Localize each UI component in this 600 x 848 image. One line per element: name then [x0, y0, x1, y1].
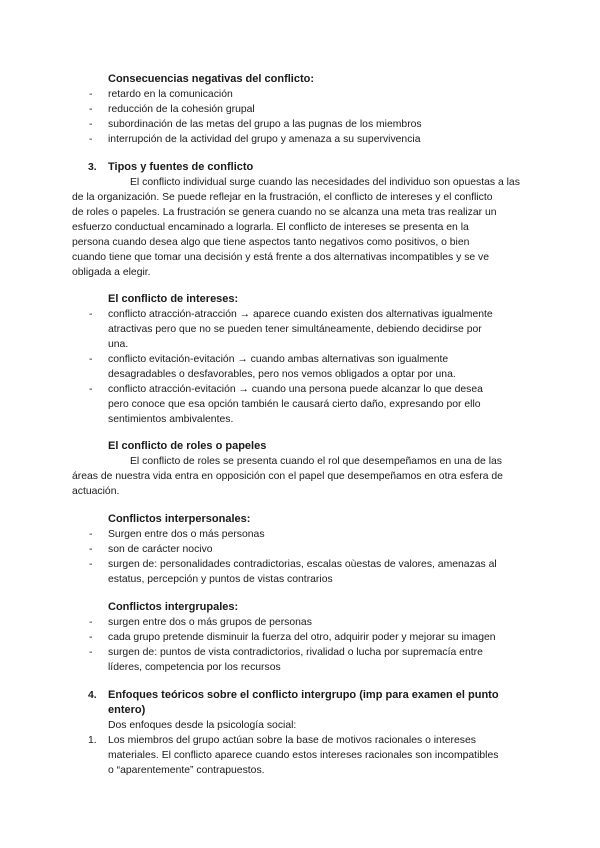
section-4-heading-continuation: entero) — [108, 704, 146, 716]
bullet-dash: - — [89, 354, 93, 365]
numbered-item-number: 1. — [88, 735, 97, 746]
list-item-continuation: pero conoce que esa opción también le causará cierto daño, expresando por ello — [108, 399, 481, 410]
list-item: Surgen entre dos o más personas — [108, 529, 265, 540]
roles-heading: El conflicto de roles o papeles — [108, 440, 267, 452]
section-number: 3. — [88, 162, 97, 173]
paragraph-line: de roles o papeles. La frustración se genera cuando no se alcanza una meta tras realizar un — [72, 207, 497, 218]
interpersonales-heading: Conflictos interpersonales: — [108, 513, 251, 525]
bullet-dash: - — [89, 384, 93, 395]
numbered-item-line: Los miembros del grupo actúan sobre la base de motivos racionales o intereses — [108, 735, 476, 746]
list-item: conflicto evitación-evitación → cuando ambas alternativas son igualmente — [108, 354, 449, 365]
paragraph-line: persona cuando desea algo que tiene aspectos tanto negativos como positivos, o bien — [72, 237, 470, 248]
paragraph-line: actuación. — [72, 486, 120, 497]
bullet-dash: - — [89, 559, 93, 570]
list-item: conflicto atracción-atracción → aparece cuando existen dos alternativas igualmente — [108, 309, 493, 320]
list-item-continuation: líderes, competencia por los recursos — [108, 662, 281, 673]
consecuencias-heading: Consecuencias negativas del conflicto: — [108, 73, 315, 85]
intergrupales-heading: Conflictos intergrupales: — [108, 601, 239, 613]
bullet-dash: - — [89, 119, 93, 130]
bullet-dash: - — [89, 647, 93, 658]
list-item-continuation: desagradables o desfavorables, pero nos vemos obligados a optar por una. — [108, 369, 456, 380]
paragraph-line: esfuerzo conductual encaminado a lograrla. El conflicto de intereses se presenta en la — [72, 222, 469, 233]
list-item-continuation: estatus, percepción y puntos de vistas contrarios — [108, 574, 333, 585]
paragraph-line: de la organización. Se puede reflejar en la frustración, el conflicto de intereses y el conflicto — [72, 192, 493, 203]
paragraph-line: obligada a elegir. — [72, 267, 151, 278]
list-item: reducción de la cohesión grupal — [108, 104, 255, 115]
paragraph-line: El conflicto de roles se presenta cuando el rol que desempeñamos en una de las — [130, 456, 502, 467]
list-item-continuation: sentimientos ambivalentes. — [108, 414, 234, 425]
paragraph-line: cuando tiene que tomar una decisión y está frente a dos alternativas incompatibles y se ve — [72, 252, 490, 263]
list-item: surgen entre dos o más grupos de personas — [108, 617, 312, 628]
section-number: 4. — [88, 690, 97, 701]
numbered-item-line: materiales. El conflicto aparece cuando estos intereses racionales son incompatibles — [108, 750, 499, 761]
section-4-heading: Enfoques teóricos sobre el conflicto intergrupo (imp para examen el punto — [108, 689, 499, 701]
section-3-heading: Tipos y fuentes de conflicto — [108, 161, 254, 173]
list-item: subordinación de las metas del grupo a las pugnas de los miembros — [108, 119, 422, 130]
list-item: retardo en la comunicación — [108, 89, 233, 100]
bullet-dash: - — [89, 632, 93, 643]
paragraph-line: El conflicto individual surge cuando las necesidades del individuo son opuestas a las — [130, 177, 520, 188]
list-item: son de carácter nocivo — [108, 544, 213, 555]
bullet-dash: - — [89, 89, 93, 100]
list-item: surgen de: puntos de vista contradictorios, rivalidad o lucha por supremacía entre — [108, 647, 483, 658]
paragraph-line: áreas de nuestra vida entra en opposición con el papel que desempeñamos en otra esfera de — [72, 471, 503, 482]
list-item: interrupción de la actividad del grupo y amenaza a su supervivencia — [108, 134, 421, 145]
list-item: conflicto atracción-evitación → cuando una persona puede alcanzar lo que desea — [108, 384, 483, 395]
list-item-continuation: una. — [108, 339, 129, 350]
list-item: surgen de: personalidades contradictorias, escalas oùestas de valores, amenazas al — [108, 559, 497, 570]
intereses-heading: El conflicto de intereses: — [108, 293, 239, 305]
bullet-dash: - — [89, 529, 93, 540]
section-4-intro: Dos enfoques desde la psicología social: — [108, 720, 297, 731]
bullet-dash: - — [89, 309, 93, 320]
bullet-dash: - — [89, 544, 93, 555]
numbered-item-line: o “aparentemente” contrapuestos. — [108, 765, 265, 776]
list-item: cada grupo pretende disminuir la fuerza del otro, adquirir poder y mejorar su imagen — [108, 632, 496, 643]
list-item-continuation: atractivas pero que no se pueden tener simultáneamente, debiendo decidirse por — [108, 324, 482, 335]
bullet-dash: - — [89, 134, 93, 145]
bullet-dash: - — [89, 104, 93, 115]
bullet-dash: - — [89, 617, 93, 628]
